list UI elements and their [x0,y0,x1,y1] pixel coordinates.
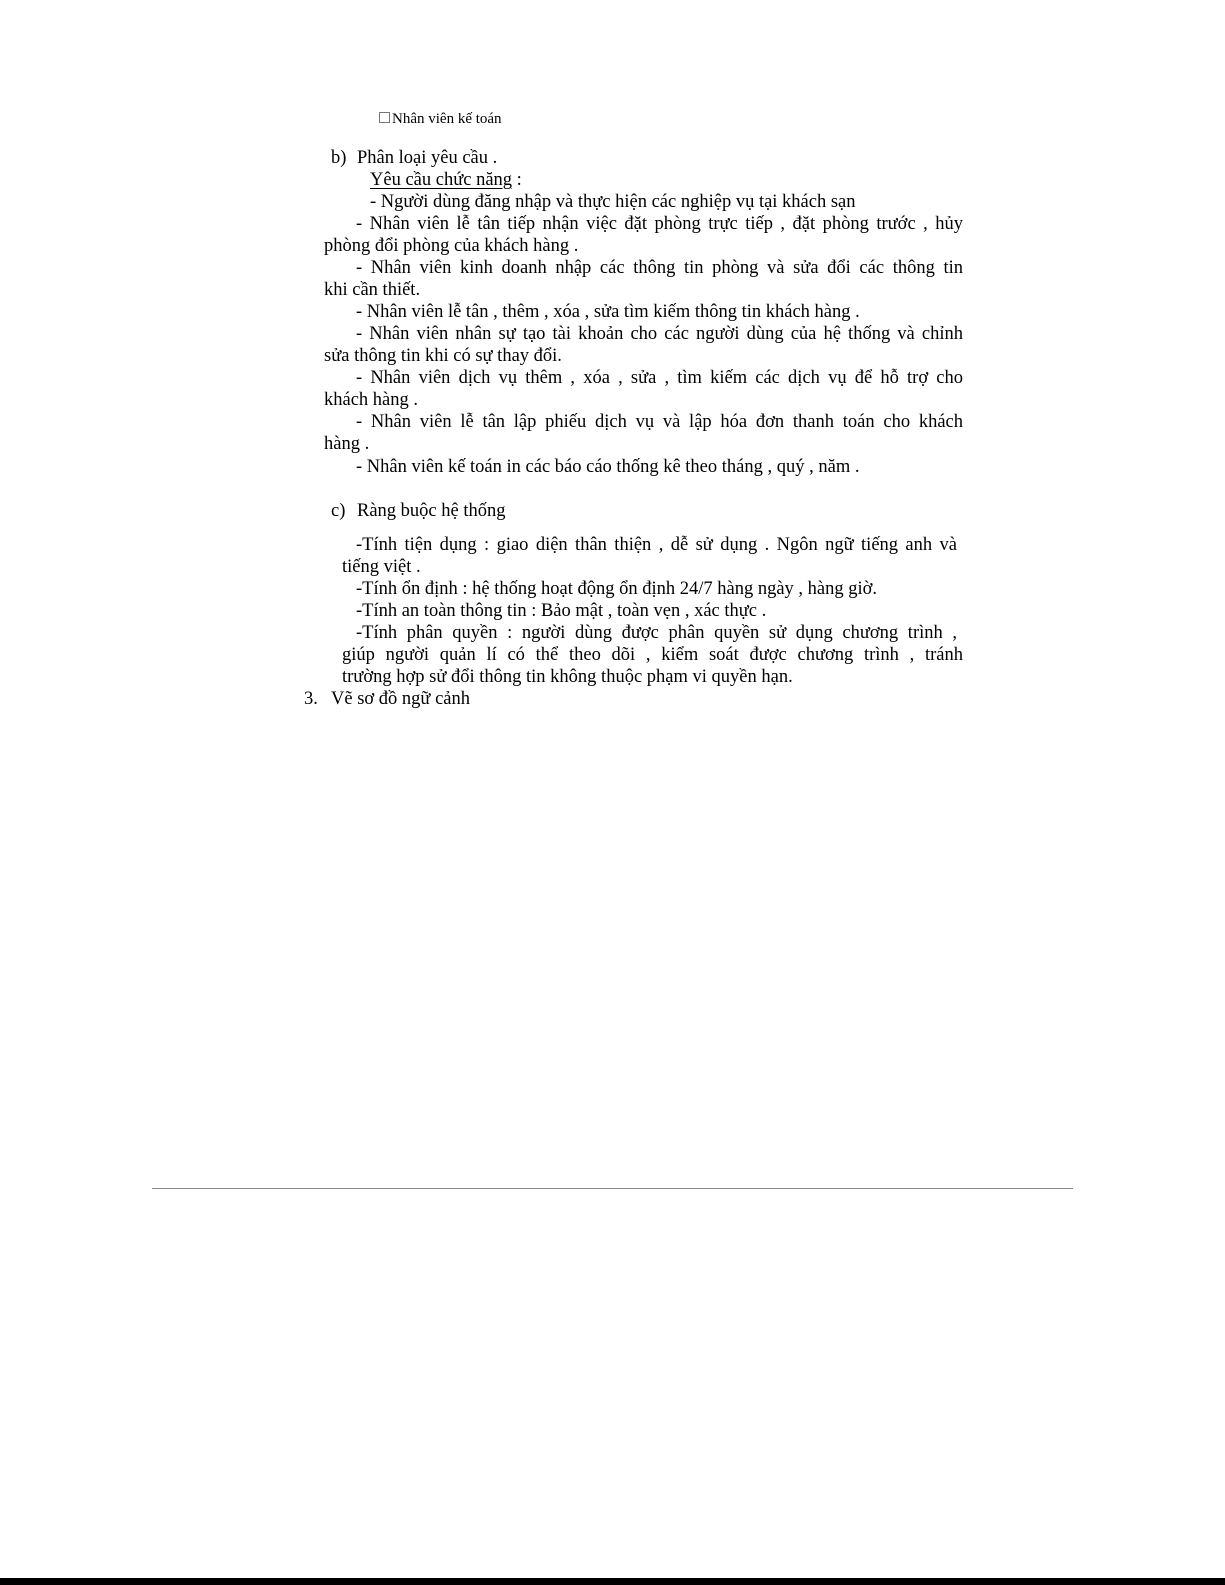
functional-requirements-heading [370,169,522,191]
requirement-item-1: - Người dùng đăng nhập và thực hiện các nghiệp vụ tại khách sạn [370,192,856,212]
constraint-authorization: -Tính phân quyền : người dùng được phân quyền sử dụng chương trình , [356,623,957,643]
checkbox-icon [379,112,390,123]
requirement-item-3: - Nhân viên kinh doanh nhập các thông tin phòng và sửa đổi các thông tin [356,258,963,278]
requirement-item-4: - Nhân viên lễ tân , thêm , xóa , sửa tìm kiếm thông tin khách hàng . [356,302,860,322]
section-3-heading: Vẽ sơ đồ ngữ cảnh [331,689,471,709]
constraint-usability: -Tính tiện dụng : giao diện thân thiện , dễ sử dụng . Ngôn ngữ tiếng anh và [356,535,957,555]
role-item-text: Nhân viên kế toán [392,111,502,127]
subheading-suffix: : [512,170,522,190]
requirement-item-3-cont: khi cần thiết. [324,280,421,300]
requirement-item-8: - Nhân viên kế toán in các báo cáo thống kê theo tháng , quý , năm . [356,457,860,477]
page-divider [152,1188,1073,1189]
requirement-item-2: - Nhân viên lễ tân tiếp nhận việc đặt phòng trực tiếp , đặt phòng trước , hủy [356,214,963,234]
section-b-marker: b) [331,148,347,168]
requirement-item-5: - Nhân viên nhân sự tạo tài khoản cho các người dùng của hệ thống và chỉnh [356,324,963,344]
requirement-item-7: - Nhân viên lễ tân lập phiếu dịch vụ và lập hóa đơn thanh toán cho khách [356,412,963,432]
requirement-item-7-cont: hàng . [324,434,370,454]
requirement-item-6-cont: khách hàng . [324,390,419,410]
role-list-item [379,108,502,130]
section-c-marker: c) [331,501,346,521]
constraint-security: -Tính an toàn thông tin : Bảo mật , toàn vẹn , xác thực . [356,601,767,621]
constraint-usability-cont: tiếng việt . [342,557,421,577]
section-3-marker: 3. [304,689,318,709]
requirement-item-6: - Nhân viên dịch vụ thêm , xóa , sửa , tìm kiếm các dịch vụ để hỗ trợ cho [356,368,963,388]
constraint-authorization-cont-1: giúp người quản lí có thể theo dõi , kiểm soát được chương trình , tránh [342,645,963,665]
constraint-authorization-cont-2: trường hợp sử đổi thông tin không thuộc phạm vi quyền hạn. [342,667,793,687]
bottom-border [0,1578,1225,1585]
section-b-heading: Phân loại yêu cầu . [357,148,498,168]
subheading-text: Yêu cầu chức năng [370,170,513,190]
requirement-item-5-cont: sửa thông tin khi có sự thay đổi. [324,346,562,366]
section-c-heading: Ràng buộc hệ thống [357,501,506,521]
requirement-item-2-cont: phòng đổi phòng của khách hàng . [324,236,579,256]
constraint-stability: -Tính ổn định : hệ thống hoạt động ổn định 24/7 hàng ngày , hàng giờ. [356,579,878,599]
